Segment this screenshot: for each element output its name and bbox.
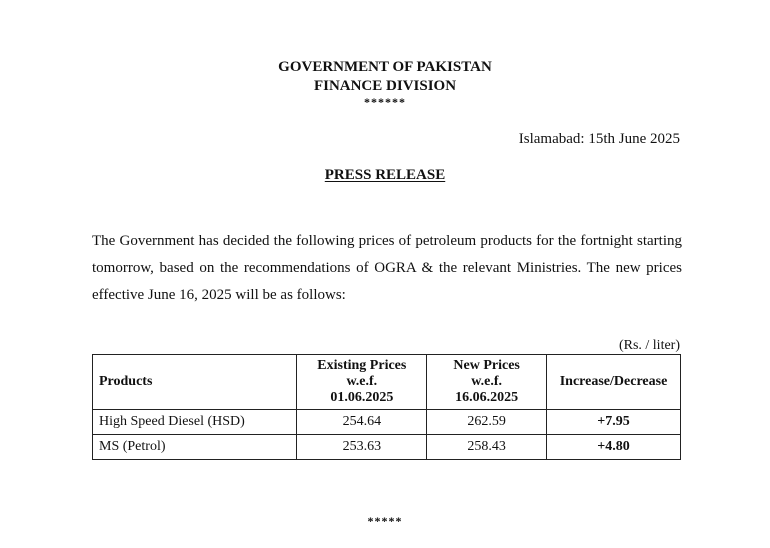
price-table [92,354,681,460]
release-title-text: PRESS RELEASE [324,167,446,183]
cell-existing-price: 254.64 [297,410,427,435]
footer-stars: ***** [367,514,403,528]
letterhead-stars: ****** [364,95,406,109]
dateline: Islamabad: 15th June 2025 [518,131,680,147]
header-products: Products [93,355,297,410]
cell-existing-price: 253.63 [297,435,427,460]
release-title [0,167,770,184]
table-header-row [93,355,681,410]
header-increase-decrease: Increase/Decrease [547,355,681,410]
letterhead [0,58,770,108]
cell-change: +7.95 [547,410,681,435]
cell-new-price: 258.43 [427,435,547,460]
cell-new-price: 262.59 [427,410,547,435]
table-row [93,435,681,460]
header-existing-prices: Existing Prices w.e.f. 01.06.2025 [297,355,427,410]
letterhead-division: FINANCE DIVISION [313,78,457,94]
unit-note: (Rs. / liter) [618,338,680,353]
header-new-prices: New Prices w.e.f. 16.06.2025 [427,355,547,410]
table-row [93,410,681,435]
cell-product: High Speed Diesel (HSD) [93,410,297,435]
cell-product: MS (Petrol) [93,435,297,460]
cell-change: +4.80 [547,435,681,460]
letterhead-government: GOVERNMENT OF PAKISTAN [278,59,492,75]
body-paragraph: The Government has decided the following prices of petroleum products for the fortnight starting tomorrow, based on the recommendations of OGRA & the relevant Ministries. The new prices effective June 16, 2025 will be as follows: [92,233,682,303]
